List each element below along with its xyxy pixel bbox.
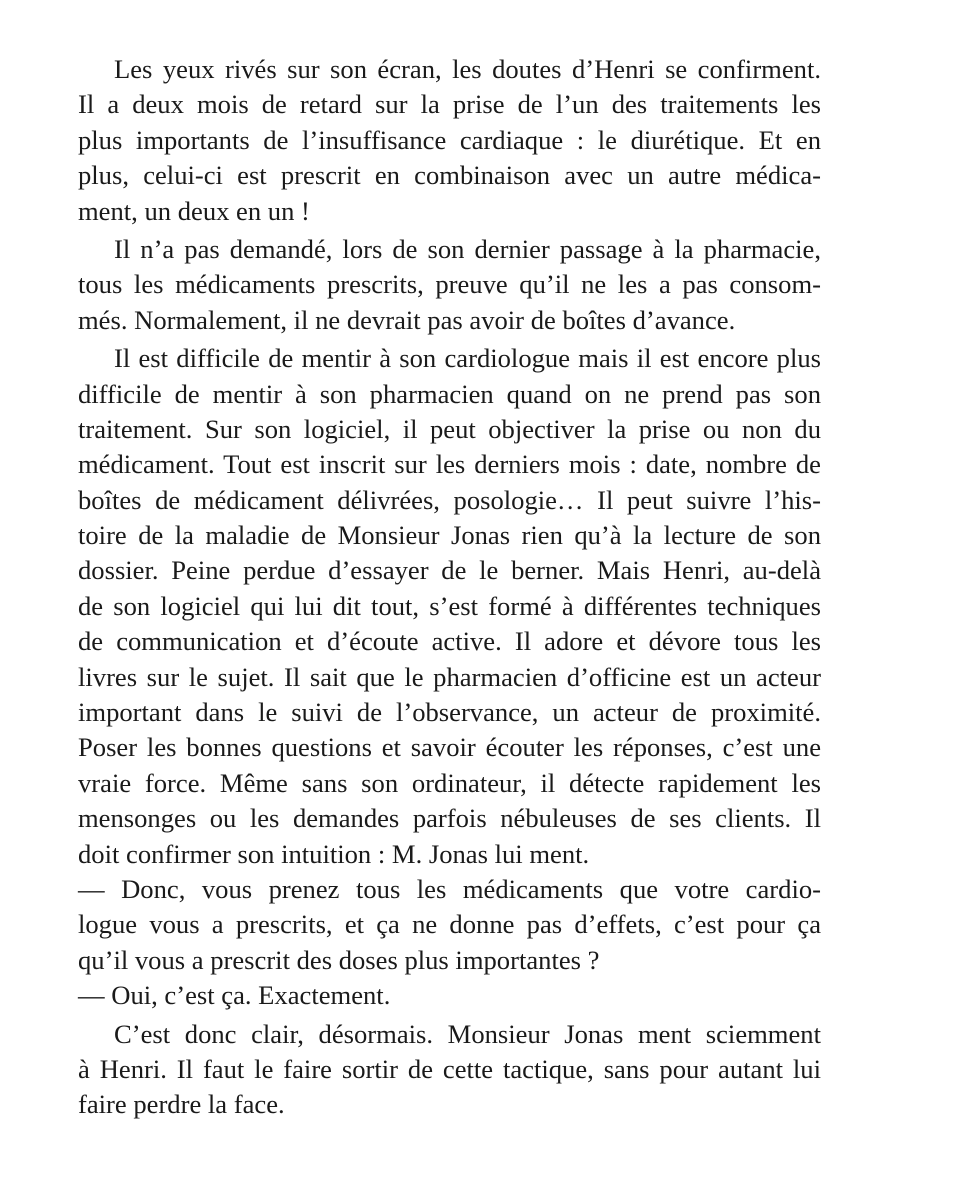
text-line: livres sur le sujet. Il sait que le pharmacien d’officine est un acteur xyxy=(78,661,821,692)
text-line: plus, celui-ci est prescrit en combinaison avec un autre médica- xyxy=(78,160,821,191)
page-text xyxy=(78,52,821,1123)
text-line: més. Normalement, il ne devrait pas avoir de boîtes d’avance. xyxy=(78,304,736,335)
text-line: — Oui, c’est ça. Exactement. xyxy=(78,980,391,1011)
text-line: Il a deux mois de retard sur la prise de l’un des traitements les xyxy=(78,89,821,120)
text-line: Poser les bonnes questions et savoir écouter les réponses, c’est une xyxy=(78,732,821,763)
dialogue-2 xyxy=(78,978,821,1013)
text-line: logue vous a prescrits, et ça ne donne pas d’effets, c’est pour ça xyxy=(78,909,821,940)
text-line: à Henri. Il faut le faire sortir de cette tactique, sans pour autant lui xyxy=(78,1053,821,1084)
text-line: C’est donc clair, désormais. Monsieur Jonas ment sciemment xyxy=(114,1018,821,1049)
paragraph-1 xyxy=(78,52,821,229)
dialogue-1 xyxy=(78,872,821,978)
text-line: dossier. Peine perdue d’essayer de le berner. Mais Henri, au-delà xyxy=(78,555,821,586)
text-line: doit confirmer son intuition : M. Jonas lui ment. xyxy=(78,838,590,869)
text-line: Il est difficile de mentir à son cardiologue mais il est encore plus xyxy=(114,343,821,374)
text-line: médicament. Tout est inscrit sur les derniers mois : date, nombre de xyxy=(78,449,821,480)
text-line: vraie force. Même sans son ordinateur, il détecte rapidement les xyxy=(78,767,821,798)
text-line: Il n’a pas demandé, lors de son dernier passage à la pharmacie, xyxy=(114,233,821,264)
paragraph-3 xyxy=(78,341,821,872)
text-line: de communication et d’écoute active. Il adore et dévore tous les xyxy=(78,626,821,657)
text-line: plus importants de l’insuffisance cardiaque : le diurétique. Et en xyxy=(78,124,821,155)
text-line: — Donc, vous prenez tous les médicaments que votre cardio- xyxy=(78,873,821,904)
text-line: ment, un deux en un ! xyxy=(78,195,310,226)
text-line: qu’il vous a prescrit des doses plus importantes ? xyxy=(78,944,600,975)
text-line: important dans le suivi de l’observance, un acteur de proximité. xyxy=(78,697,821,728)
text-line: toire de la maladie de Monsieur Jonas rien qu’à la lecture de son xyxy=(78,520,821,551)
text-line: de son logiciel qui lui dit tout, s’est formé à différentes techniques xyxy=(78,590,821,621)
text-line: mensonges ou les demandes parfois nébuleuses de ses clients. Il xyxy=(78,803,821,834)
text-line: traitement. Sur son logiciel, il peut objectiver la prise ou non du xyxy=(78,413,821,444)
text-line: boîtes de médicament délivrées, posologie… Il peut suivre l’his- xyxy=(78,484,821,515)
paragraph-2 xyxy=(78,232,821,338)
text-line: difficile de mentir à son pharmacien quand on ne prend pas son xyxy=(78,378,821,409)
text-line: Les yeux rivés sur son écran, les doutes d’Henri se confirment. xyxy=(114,54,821,84)
text-line: tous les médicaments prescrits, preuve qu’il ne les a pas consom- xyxy=(78,269,821,300)
text-line: faire perdre la face. xyxy=(78,1089,285,1120)
paragraph-4 xyxy=(78,1017,821,1123)
